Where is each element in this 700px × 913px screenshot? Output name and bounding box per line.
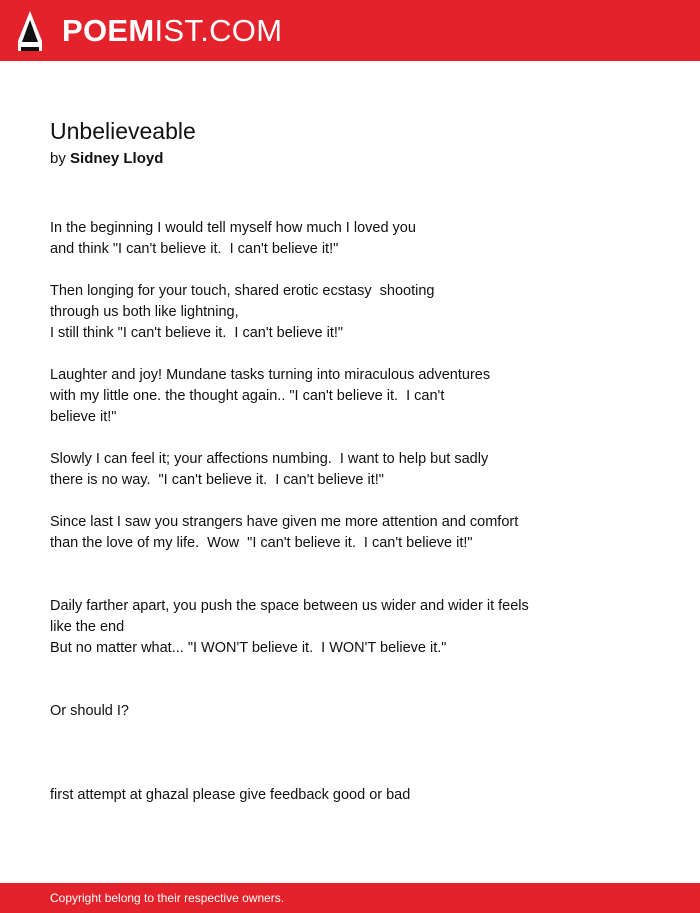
- author-name: Sidney Lloyd: [70, 150, 164, 167]
- poem-line: through us both like lightning,: [50, 304, 239, 320]
- logo-light-text: IST.COM: [154, 13, 283, 48]
- stanza-break: [50, 428, 650, 449]
- poem-line: like the end: [50, 619, 125, 635]
- author-note: first attempt at ghazal please give feedback good or bad: [50, 787, 411, 803]
- poem-line: But no matter what... "I WON'T believe it. I WON'T believe it.": [50, 640, 447, 656]
- poem-line: Slowly I can feel it; your affections numbing. I want to help but sadly: [50, 451, 489, 467]
- stanza-break: [50, 491, 650, 512]
- poem-line: and think "I can't believe it. I can't believe it!": [50, 241, 339, 257]
- poem-byline: [50, 148, 163, 170]
- stanza-break: [50, 722, 650, 785]
- poem-line: Or should I?: [50, 703, 129, 719]
- stanza-break: [50, 659, 650, 701]
- stanza-break: [50, 344, 650, 365]
- site-logo[interactable]: [62, 12, 282, 50]
- poem-line: with my little one. the thought again.. "I can't believe it. I can't: [50, 388, 445, 404]
- poem-line: Then longing for your touch, shared erotic ecstasy shooting: [50, 283, 435, 299]
- pencil-tip-icon: [17, 10, 43, 52]
- poem-line: than the love of my life. Wow "I can't believe it. I can't believe it!": [50, 535, 473, 551]
- poem-line: Daily farther apart, you push the space between us wider and wider it feels: [50, 598, 529, 614]
- poem-line: believe it!": [50, 409, 117, 425]
- site-header: [0, 0, 700, 61]
- site-footer: [0, 883, 700, 913]
- poem-line: there is no way. "I can't believe it. I can't believe it!": [50, 472, 384, 488]
- logo-bold-text: POEM: [62, 13, 155, 48]
- poem-line: In the beginning I would tell myself how much I loved you: [50, 220, 416, 236]
- stanza-break: [50, 554, 650, 596]
- poem-line: I still think "I can't believe it. I can't believe it!": [50, 325, 344, 341]
- poem-line: Laughter and joy! Mundane tasks turning into miraculous adventures: [50, 367, 491, 383]
- by-label: by: [50, 150, 66, 167]
- stanza-break: [50, 260, 650, 281]
- copyright-text: Copyright belong to their respective owners.: [50, 891, 285, 905]
- poem-body: [50, 218, 650, 806]
- poem-line: Since last I saw you strangers have given me more attention and comfort: [50, 514, 519, 530]
- poem-title: Unbelieveable: [50, 118, 196, 144]
